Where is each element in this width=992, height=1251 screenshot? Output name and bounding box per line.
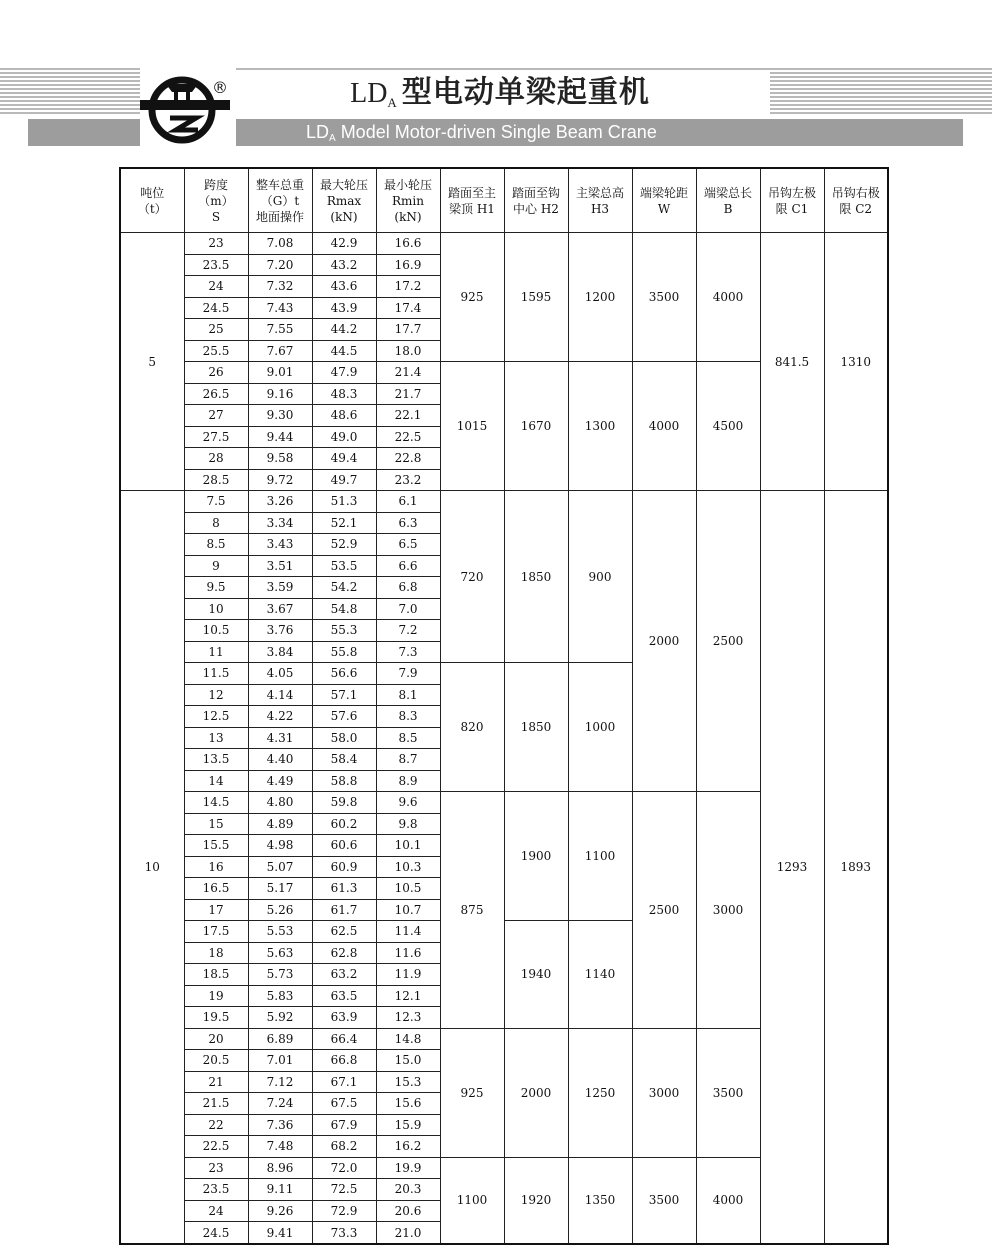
span-cell: 24.5 [184, 297, 248, 319]
header-line: 主梁总高 [575, 185, 624, 200]
table-header [120, 168, 888, 233]
table-row [120, 233, 888, 255]
title-model-sub: A [387, 95, 397, 110]
weight-cell: 4.05 [248, 663, 312, 685]
rmax-cell: 49.7 [312, 469, 376, 491]
span-cell: 23 [184, 233, 248, 255]
weight-cell: 5.07 [248, 856, 312, 878]
rmax-cell: 55.8 [312, 641, 376, 663]
weight-cell: 8.96 [248, 1157, 312, 1179]
page-subtitle [306, 119, 657, 146]
header-line: 端梁总长 [703, 185, 752, 200]
h2-10t-f: 1920 [504, 1157, 568, 1244]
header-cell [824, 168, 888, 233]
header-cell [632, 168, 696, 233]
title-model-prefix: LD [350, 78, 388, 109]
span-cell: 23.5 [184, 254, 248, 276]
header-line: （m） [198, 193, 234, 208]
rmin-cell: 9.6 [376, 792, 440, 814]
weight-cell: 7.20 [248, 254, 312, 276]
header-line: (kN) [330, 209, 358, 224]
header-line: Rmax [326, 193, 362, 208]
page-title [230, 70, 770, 116]
rmin-cell: 16.6 [376, 233, 440, 255]
header-cell [504, 168, 568, 233]
rmin-cell: 8.1 [376, 684, 440, 706]
table-row [120, 491, 888, 513]
tonnage-10: 10 [120, 491, 184, 1245]
span-cell: 14.5 [184, 792, 248, 814]
table-body [120, 233, 888, 1245]
weight-cell: 5.53 [248, 921, 312, 943]
rmax-cell: 57.6 [312, 706, 376, 728]
rmin-cell: 15.3 [376, 1071, 440, 1093]
rmax-cell: 62.5 [312, 921, 376, 943]
h2-10t-a: 1850 [504, 491, 568, 663]
header-line: 端梁轮距 [639, 185, 688, 200]
rmin-cell: 23.2 [376, 469, 440, 491]
weight-cell: 7.08 [248, 233, 312, 255]
weight-cell: 5.26 [248, 899, 312, 921]
weight-cell: 4.31 [248, 727, 312, 749]
rmax-cell: 48.6 [312, 405, 376, 427]
rmax-cell: 67.9 [312, 1114, 376, 1136]
h2-10t-b: 1850 [504, 663, 568, 792]
rmin-cell: 16.9 [376, 254, 440, 276]
span-cell: 24.5 [184, 1222, 248, 1245]
rmin-cell: 7.3 [376, 641, 440, 663]
h3-10t-c: 1100 [568, 792, 632, 921]
header-line: 地面操作 [255, 209, 304, 224]
span-cell: 22.5 [184, 1136, 248, 1158]
rmax-cell: 72.9 [312, 1200, 376, 1222]
b-10t-c: 3500 [696, 1028, 760, 1157]
b-5t-b: 4500 [696, 362, 760, 491]
rmax-cell: 52.9 [312, 534, 376, 556]
span-cell: 24 [184, 276, 248, 298]
h3-10t-d: 1140 [568, 921, 632, 1029]
rmax-cell: 53.5 [312, 555, 376, 577]
span-cell: 19 [184, 985, 248, 1007]
header-line: 踏面至主 [447, 185, 496, 200]
span-cell: 23 [184, 1157, 248, 1179]
span-cell: 10 [184, 598, 248, 620]
rmin-cell: 6.6 [376, 555, 440, 577]
rmin-cell: 8.9 [376, 770, 440, 792]
weight-cell: 4.49 [248, 770, 312, 792]
header-line: 吊钩右极 [831, 185, 880, 200]
rmin-cell: 20.3 [376, 1179, 440, 1201]
rmax-cell: 55.3 [312, 620, 376, 642]
header-line: 限 C1 [775, 201, 809, 216]
rmax-cell: 68.2 [312, 1136, 376, 1158]
weight-cell: 5.92 [248, 1007, 312, 1029]
rmax-cell: 52.1 [312, 512, 376, 534]
weight-cell: 7.55 [248, 319, 312, 341]
c1-5t: 841.5 [760, 233, 824, 491]
header-cell [696, 168, 760, 233]
h1-10t-a: 720 [440, 491, 504, 663]
rmin-cell: 6.5 [376, 534, 440, 556]
rmin-cell: 21.4 [376, 362, 440, 384]
rmin-cell: 19.9 [376, 1157, 440, 1179]
rmax-cell: 44.5 [312, 340, 376, 362]
weight-cell: 7.24 [248, 1093, 312, 1115]
rmin-cell: 12.1 [376, 985, 440, 1007]
c2-10t: 1893 [824, 491, 888, 1245]
rmax-cell: 72.0 [312, 1157, 376, 1179]
w-10t-b: 2500 [632, 792, 696, 1029]
header-line: 跨度 [203, 177, 228, 192]
rmax-cell: 43.9 [312, 297, 376, 319]
span-cell: 21 [184, 1071, 248, 1093]
rmin-cell: 10.1 [376, 835, 440, 857]
span-cell: 23.5 [184, 1179, 248, 1201]
rmax-cell: 49.4 [312, 448, 376, 470]
rmin-cell: 10.3 [376, 856, 440, 878]
header-line: 限 C2 [839, 201, 873, 216]
weight-cell: 7.43 [248, 297, 312, 319]
rmax-cell: 48.3 [312, 383, 376, 405]
rmin-cell: 17.2 [376, 276, 440, 298]
rmax-cell: 72.5 [312, 1179, 376, 1201]
weight-cell: 7.12 [248, 1071, 312, 1093]
header-line: 中心 H2 [513, 201, 559, 216]
rmin-cell: 11.4 [376, 921, 440, 943]
span-cell: 14 [184, 770, 248, 792]
rmin-cell: 6.8 [376, 577, 440, 599]
rmin-cell: 6.3 [376, 512, 440, 534]
header-row [120, 168, 888, 233]
title-chinese: 型电动单梁起重机 [401, 75, 650, 110]
span-cell: 12.5 [184, 706, 248, 728]
subtitle-prefix: LD [306, 122, 330, 142]
span-cell: 11.5 [184, 663, 248, 685]
header-cell [184, 168, 248, 233]
weight-cell: 5.83 [248, 985, 312, 1007]
header-line: 踏面至钩 [511, 185, 560, 200]
rmax-cell: 56.6 [312, 663, 376, 685]
weight-cell: 3.34 [248, 512, 312, 534]
rmin-cell: 22.5 [376, 426, 440, 448]
span-cell: 20 [184, 1028, 248, 1050]
b-10t-a: 2500 [696, 491, 760, 792]
span-cell: 19.5 [184, 1007, 248, 1029]
tonnage-5: 5 [120, 233, 184, 491]
span-cell: 16 [184, 856, 248, 878]
weight-cell: 9.41 [248, 1222, 312, 1245]
rmin-cell: 20.6 [376, 1200, 440, 1222]
rmax-cell: 47.9 [312, 362, 376, 384]
h1-5t-a: 925 [440, 233, 504, 362]
span-cell: 22 [184, 1114, 248, 1136]
weight-cell: 4.40 [248, 749, 312, 771]
rmax-cell: 51.3 [312, 491, 376, 513]
span-cell: 24 [184, 1200, 248, 1222]
rmax-cell: 61.3 [312, 878, 376, 900]
w-5t-a: 3500 [632, 233, 696, 362]
rmin-cell: 15.9 [376, 1114, 440, 1136]
weight-cell: 3.26 [248, 491, 312, 513]
rmin-cell: 17.7 [376, 319, 440, 341]
rmin-cell: 11.9 [376, 964, 440, 986]
h3-10t-a: 900 [568, 491, 632, 663]
header-line: （G）t [260, 193, 300, 208]
rmax-cell: 73.3 [312, 1222, 376, 1245]
weight-cell: 4.89 [248, 813, 312, 835]
header-cell [120, 168, 184, 233]
weight-cell: 7.36 [248, 1114, 312, 1136]
weight-cell: 3.84 [248, 641, 312, 663]
rmax-cell: 57.1 [312, 684, 376, 706]
h1-10t-f: 1100 [440, 1157, 504, 1244]
span-cell: 8.5 [184, 534, 248, 556]
h2-5t-a: 1595 [504, 233, 568, 362]
weight-cell: 3.76 [248, 620, 312, 642]
span-cell: 11 [184, 641, 248, 663]
rmax-cell: 43.2 [312, 254, 376, 276]
rmin-cell: 10.5 [376, 878, 440, 900]
weight-cell: 9.11 [248, 1179, 312, 1201]
rmin-cell: 22.1 [376, 405, 440, 427]
h2-10t-d: 1940 [504, 921, 568, 1029]
h1-10t-e: 925 [440, 1028, 504, 1157]
rmax-cell: 49.0 [312, 426, 376, 448]
span-cell: 7.5 [184, 491, 248, 513]
weight-cell: 3.43 [248, 534, 312, 556]
rmax-cell: 63.5 [312, 985, 376, 1007]
span-cell: 26 [184, 362, 248, 384]
header-line: 最大轮压 [319, 177, 368, 192]
span-cell: 12 [184, 684, 248, 706]
weight-cell: 9.16 [248, 383, 312, 405]
rmax-cell: 66.8 [312, 1050, 376, 1072]
span-cell: 17 [184, 899, 248, 921]
rmin-cell: 21.0 [376, 1222, 440, 1245]
header-cell [568, 168, 632, 233]
subtitle-sub: A [329, 133, 336, 144]
h3-10t-e: 1250 [568, 1028, 632, 1157]
rmax-cell: 66.4 [312, 1028, 376, 1050]
rmax-cell: 63.2 [312, 964, 376, 986]
w-10t-c: 3000 [632, 1028, 696, 1157]
span-cell: 28 [184, 448, 248, 470]
header-line: (kN) [394, 209, 422, 224]
header-cell [760, 168, 824, 233]
weight-cell: 4.14 [248, 684, 312, 706]
header-line: S [211, 209, 221, 224]
rmin-cell: 12.3 [376, 1007, 440, 1029]
weight-cell: 9.72 [248, 469, 312, 491]
span-cell: 9 [184, 555, 248, 577]
registered-mark: ® [212, 78, 228, 97]
rmax-cell: 60.6 [312, 835, 376, 857]
weight-cell: 7.01 [248, 1050, 312, 1072]
span-cell: 27 [184, 405, 248, 427]
weight-cell: 7.32 [248, 276, 312, 298]
rmax-cell: 67.1 [312, 1071, 376, 1093]
w-5t-b: 4000 [632, 362, 696, 491]
rmin-cell: 8.7 [376, 749, 440, 771]
rmax-cell: 63.9 [312, 1007, 376, 1029]
rmax-cell: 54.8 [312, 598, 376, 620]
header-line: H3 [590, 201, 610, 216]
rmax-cell: 42.9 [312, 233, 376, 255]
weight-cell: 5.73 [248, 964, 312, 986]
rmin-cell: 21.7 [376, 383, 440, 405]
h3-10t-f: 1350 [568, 1157, 632, 1244]
span-cell: 21.5 [184, 1093, 248, 1115]
c1-10t: 1293 [760, 491, 824, 1245]
spec-table [119, 167, 889, 1245]
rmin-cell: 18.0 [376, 340, 440, 362]
header-cell [312, 168, 376, 233]
h2-10t-c: 1900 [504, 792, 568, 921]
span-cell: 25.5 [184, 340, 248, 362]
rmax-cell: 58.4 [312, 749, 376, 771]
rmin-cell: 22.8 [376, 448, 440, 470]
b-5t-a: 4000 [696, 233, 760, 362]
weight-cell: 9.26 [248, 1200, 312, 1222]
c2-5t: 1310 [824, 233, 888, 491]
rmin-cell: 7.2 [376, 620, 440, 642]
span-cell: 20.5 [184, 1050, 248, 1072]
header-line: W [657, 201, 671, 216]
rmin-cell: 7.9 [376, 663, 440, 685]
header-line: Rmin [392, 193, 424, 208]
weight-cell: 7.48 [248, 1136, 312, 1158]
header-line: 吊钩左极 [767, 185, 816, 200]
weight-cell: 4.22 [248, 706, 312, 728]
b-10t-b: 3000 [696, 792, 760, 1029]
subtitle-rest: Model Motor-driven Single Beam Crane [335, 122, 657, 142]
rmin-cell: 15.6 [376, 1093, 440, 1115]
span-cell: 28.5 [184, 469, 248, 491]
rmin-cell: 16.2 [376, 1136, 440, 1158]
rmin-cell: 8.3 [376, 706, 440, 728]
h1-5t-b: 1015 [440, 362, 504, 491]
span-cell: 9.5 [184, 577, 248, 599]
b-10t-d: 4000 [696, 1157, 760, 1244]
span-cell: 27.5 [184, 426, 248, 448]
header-cell [440, 168, 504, 233]
rmax-cell: 44.2 [312, 319, 376, 341]
rmin-cell: 7.0 [376, 598, 440, 620]
h3-5t-b: 1300 [568, 362, 632, 491]
span-cell: 17.5 [184, 921, 248, 943]
rmax-cell: 59.8 [312, 792, 376, 814]
rmax-cell: 62.8 [312, 942, 376, 964]
rmax-cell: 60.9 [312, 856, 376, 878]
rmin-cell: 9.8 [376, 813, 440, 835]
rmin-cell: 17.4 [376, 297, 440, 319]
rmax-cell: 58.8 [312, 770, 376, 792]
h3-5t-a: 1200 [568, 233, 632, 362]
weight-cell: 6.89 [248, 1028, 312, 1050]
h2-10t-e: 2000 [504, 1028, 568, 1157]
weight-cell: 9.58 [248, 448, 312, 470]
span-cell: 25 [184, 319, 248, 341]
span-cell: 13 [184, 727, 248, 749]
title-model-code [350, 78, 397, 109]
header-line: 最小轮压 [383, 177, 432, 192]
h1-10t-b: 820 [440, 663, 504, 792]
span-cell: 26.5 [184, 383, 248, 405]
span-cell: 10.5 [184, 620, 248, 642]
rmax-cell: 58.0 [312, 727, 376, 749]
h3-10t-b: 1000 [568, 663, 632, 792]
span-cell: 8 [184, 512, 248, 534]
rmin-cell: 10.7 [376, 899, 440, 921]
weight-cell: 5.17 [248, 878, 312, 900]
rmax-cell: 67.5 [312, 1093, 376, 1115]
rmin-cell: 8.5 [376, 727, 440, 749]
weight-cell: 5.63 [248, 942, 312, 964]
weight-cell: 7.67 [248, 340, 312, 362]
weight-cell: 9.01 [248, 362, 312, 384]
header-cell [376, 168, 440, 233]
span-cell: 15 [184, 813, 248, 835]
w-10t-d: 3500 [632, 1157, 696, 1244]
rmin-cell: 14.8 [376, 1028, 440, 1050]
span-cell: 18.5 [184, 964, 248, 986]
weight-cell: 4.98 [248, 835, 312, 857]
rmax-cell: 61.7 [312, 899, 376, 921]
span-cell: 16.5 [184, 878, 248, 900]
rmin-cell: 6.1 [376, 491, 440, 513]
rmin-cell: 15.0 [376, 1050, 440, 1072]
h2-5t-b: 1670 [504, 362, 568, 491]
weight-cell: 3.51 [248, 555, 312, 577]
header-cell [248, 168, 312, 233]
weight-cell: 9.30 [248, 405, 312, 427]
span-cell: 13.5 [184, 749, 248, 771]
span-cell: 18 [184, 942, 248, 964]
weight-cell: 4.80 [248, 792, 312, 814]
h1-10t-c: 875 [440, 792, 504, 1029]
rmax-cell: 43.6 [312, 276, 376, 298]
header-line: 整车总重 [255, 177, 304, 192]
rmin-cell: 11.6 [376, 942, 440, 964]
rmax-cell: 54.2 [312, 577, 376, 599]
header-line: B [723, 201, 733, 216]
rmax-cell: 60.2 [312, 813, 376, 835]
w-10t-a: 2000 [632, 491, 696, 792]
header-line: 梁顶 H1 [449, 201, 495, 216]
header-line: （t） [137, 201, 167, 216]
header-line: 吨位 [140, 185, 165, 200]
weight-cell: 9.44 [248, 426, 312, 448]
weight-cell: 3.59 [248, 577, 312, 599]
weight-cell: 3.67 [248, 598, 312, 620]
header-stripes-left [0, 68, 140, 116]
span-cell: 15.5 [184, 835, 248, 857]
